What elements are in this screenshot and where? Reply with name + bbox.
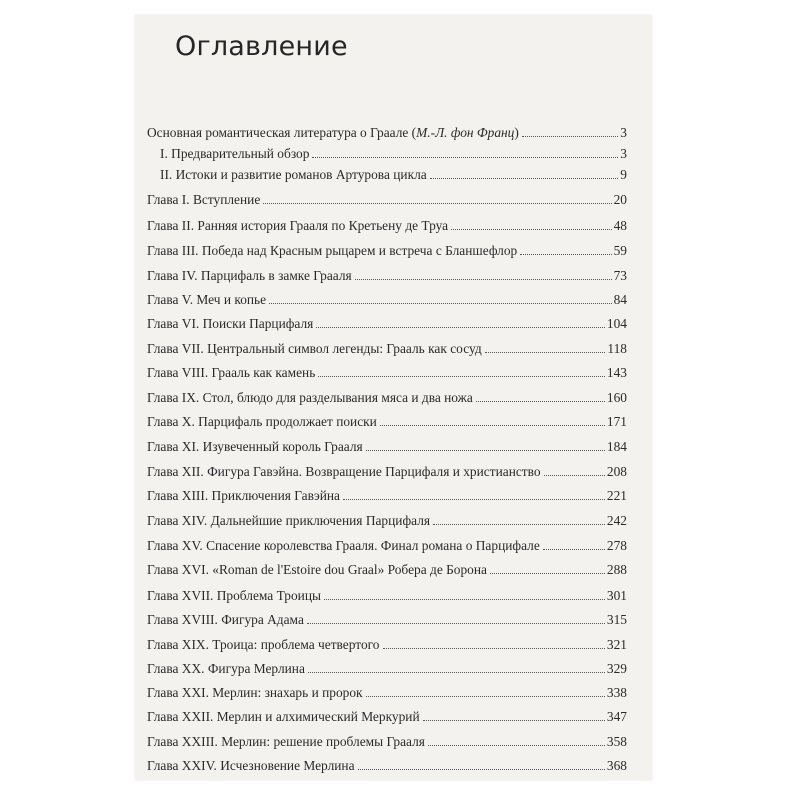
toc-entry-page: 73 — [613, 268, 627, 283]
toc-entry-label: Глава XVIII. Фигура Адама — [147, 612, 304, 627]
dot-leader — [490, 573, 605, 574]
toc-entry — [147, 461, 627, 481]
dot-leader — [543, 549, 605, 550]
toc-entry-label: Глава X. Парцифаль продолжает поиски — [147, 414, 377, 429]
dot-leader — [366, 696, 605, 697]
dot-leader — [428, 745, 605, 746]
table-of-contents — [135, 15, 652, 780]
dot-leader — [308, 672, 605, 673]
dot-leader — [476, 401, 605, 402]
toc-entry-page: 59 — [613, 243, 627, 258]
toc-entry-label: Глава VII. Центральный символ легенды: Грааль как сосуд — [147, 341, 482, 356]
toc-entry-label: I. Предварительный обзор — [160, 146, 310, 161]
toc-entry-label: Глава V. Меч и копье — [147, 292, 267, 307]
toc-entry — [147, 215, 627, 235]
dot-leader — [324, 599, 605, 600]
toc-entry-page: 48 — [613, 218, 627, 233]
toc-entry-page: 3 — [620, 125, 627, 140]
toc-entry-label: Глава XVII. Проблема Троицы — [147, 588, 321, 603]
toc-entry-page: 347 — [606, 709, 627, 724]
toc-entry-page: 221 — [606, 488, 627, 503]
toc-entry-label: Основная романтическая литература о Граале (М.-Л. фон Франц) — [147, 125, 519, 140]
dot-leader — [544, 475, 605, 476]
toc-entry — [147, 609, 627, 629]
toc-entry — [147, 510, 627, 530]
toc-entry — [147, 535, 627, 555]
toc-entry-page: 278 — [606, 538, 627, 553]
dot-leader — [343, 499, 605, 500]
toc-entry-label: Глава XIV. Дальнейшие приключения Парцифаля — [147, 513, 431, 528]
book-page — [135, 15, 652, 780]
toc-entry-label: Глава XXIII. Мерлин: решение проблемы Грааля — [147, 734, 425, 749]
toc-entry-page: 288 — [606, 562, 627, 577]
toc-entry-page: 160 — [606, 390, 627, 405]
toc-entry — [147, 485, 627, 505]
toc-entry-label: Глава XX. Фигура Мерлина — [147, 661, 305, 676]
toc-entry-label: Глава IX. Стол, блюдо для разделывания мяса и два ножа — [147, 390, 473, 405]
toc-entry-page: 9 — [620, 167, 627, 182]
toc-entry — [147, 387, 627, 407]
toc-entry — [147, 189, 627, 209]
toc-entry-label: Глава IV. Парцифаль в замке Грааля — [147, 268, 352, 283]
dot-leader — [355, 279, 612, 280]
toc-entry — [147, 313, 627, 333]
toc-entry-page: 368 — [606, 758, 627, 773]
toc-entry-page: 208 — [606, 464, 627, 479]
toc-entry — [147, 436, 627, 456]
dot-leader — [423, 720, 605, 721]
dot-leader — [485, 352, 606, 353]
toc-entry-label: Глава II. Ранняя история Грааля по Кретьену де Труа — [147, 218, 449, 233]
dot-leader — [433, 524, 605, 525]
toc-entry — [147, 362, 627, 382]
toc-entry — [147, 289, 627, 309]
toc-entry-label: Глава XII. Фигура Гавэйна. Возвращение Парцифаля и христианство — [147, 464, 541, 479]
dot-leader — [430, 178, 619, 179]
toc-entry-label: Глава XIX. Троица: проблема четвертого — [147, 637, 380, 652]
toc-entry — [147, 122, 627, 142]
toc-entry-label: Глава III. Победа над Красным рыцарем и встреча с Бланшефлор — [147, 243, 518, 258]
toc-entry-page: 242 — [606, 513, 627, 528]
toc-entry-label: Глава XV. Спасение королевства Грааля. Финал романа о Парцифале — [147, 538, 540, 553]
toc-entry-label: II. Истоки и развитие романов Артурова цикла — [160, 167, 427, 182]
toc-entry-label: Глава I. Вступление — [147, 192, 261, 207]
toc-entry-author: М.-Л. фон Франц — [416, 125, 515, 140]
toc-entry-page: 3 — [620, 146, 627, 161]
toc-entry-label: Глава XIII. Приключения Гавэйна — [147, 488, 340, 503]
dot-leader — [358, 769, 605, 770]
toc-entry-page: 329 — [606, 661, 627, 676]
toc-entry — [147, 411, 627, 431]
dot-leader — [520, 254, 611, 255]
toc-entry — [147, 240, 627, 260]
toc-entry-page: 20 — [613, 192, 627, 207]
toc-entry-label: Глава XI. Изувеченный король Грааля — [147, 439, 363, 454]
toc-entry-page: 301 — [606, 588, 627, 603]
toc-entry-page: 171 — [606, 414, 627, 429]
toc-entry — [147, 731, 627, 751]
toc-entry — [147, 559, 627, 579]
toc-entry-page: 338 — [606, 685, 627, 700]
dot-leader — [451, 229, 612, 230]
toc-entry-label: Глава XXII. Мерлин и алхимический Меркурий — [147, 709, 420, 724]
dot-leader — [269, 303, 612, 304]
dot-leader — [380, 425, 605, 426]
toc-entry-page: 321 — [606, 637, 627, 652]
page-title: Оглавление — [175, 31, 348, 62]
toc-entry — [147, 755, 627, 775]
toc-entry — [148, 143, 627, 163]
toc-entry-page: 104 — [606, 316, 627, 331]
toc-entry-label: Глава XXI. Мерлин: знахарь и пророк — [147, 685, 363, 700]
toc-entry — [147, 585, 627, 605]
toc-entry — [147, 265, 627, 285]
dot-leader — [307, 623, 605, 624]
toc-entry — [148, 164, 627, 184]
toc-entry-label: Глава XXIV. Исчезновение Мерлина — [147, 758, 355, 773]
dot-leader — [522, 136, 618, 137]
toc-entry-page: 84 — [613, 292, 627, 307]
toc-entry-page: 358 — [606, 734, 627, 749]
toc-entry-label: Глава VIII. Грааль как камень — [147, 365, 316, 380]
dot-leader — [312, 157, 618, 158]
toc-entry-label: Глава VI. Поиски Парцифаля — [147, 316, 314, 331]
toc-entry — [147, 682, 627, 702]
toc-entry-page: 184 — [606, 439, 627, 454]
toc-entry — [147, 706, 627, 726]
toc-entry-label: Глава XVI. «Roman de l'Estoire dou Graal» Робера де Борона — [147, 562, 487, 577]
toc-entry — [147, 634, 627, 654]
toc-entry-page: 118 — [607, 341, 627, 356]
dot-leader — [316, 327, 605, 328]
dot-leader — [318, 376, 605, 377]
dot-leader — [366, 450, 605, 451]
toc-entry — [147, 658, 627, 678]
dot-leader — [383, 648, 605, 649]
dot-leader — [263, 203, 611, 204]
toc-entry-page: 315 — [606, 612, 627, 627]
toc-entry — [147, 338, 627, 358]
toc-entry-page: 143 — [606, 365, 627, 380]
